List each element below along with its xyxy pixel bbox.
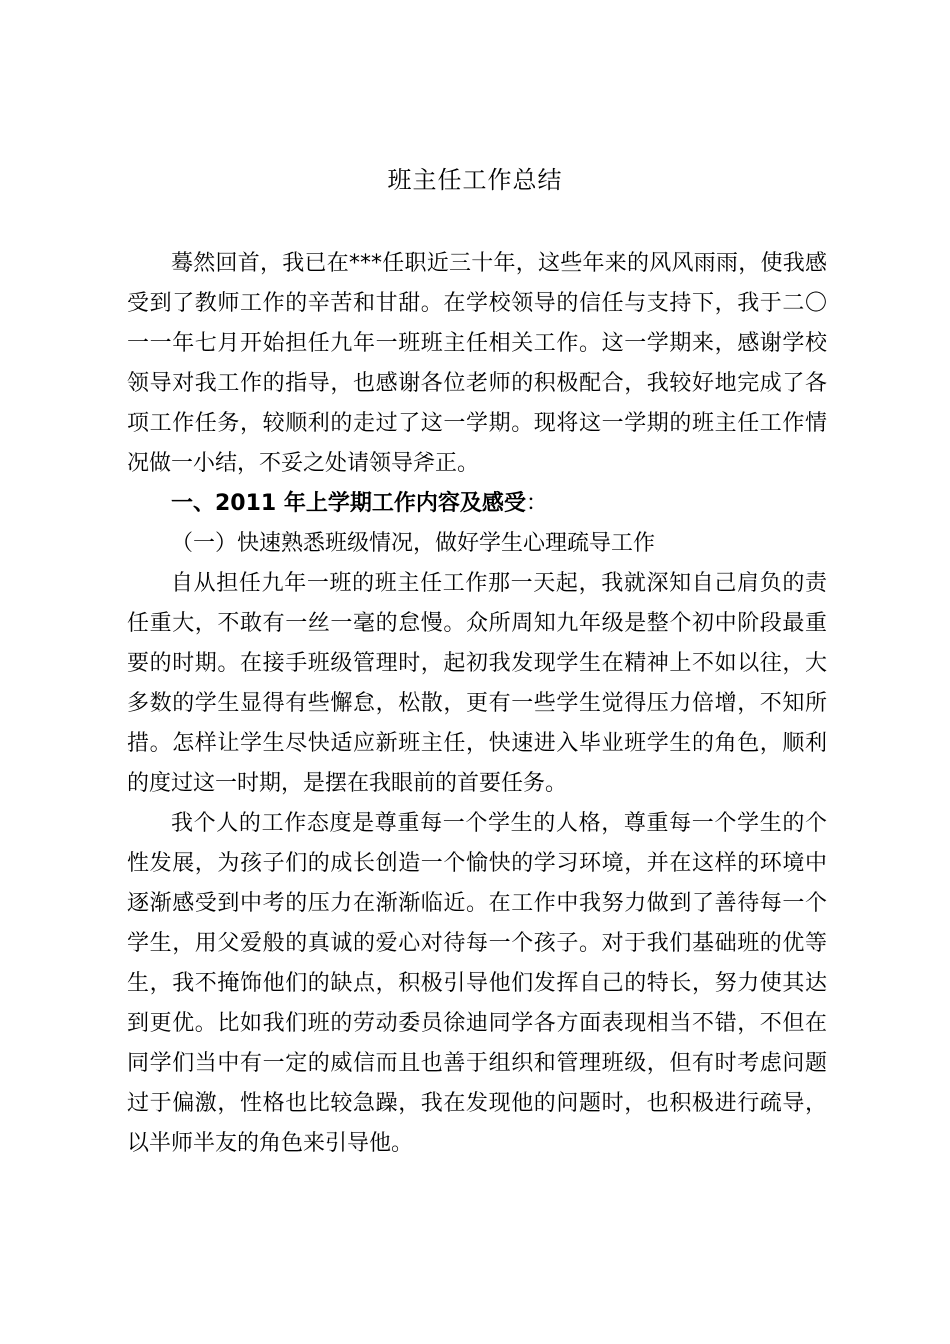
paragraph-attitude: [127, 804, 827, 1164]
text-line: 学生，用父爱般的真诚的爱心对待每一个孩子。对于我们基础班的优等: [127, 931, 827, 956]
text-line: 多数的学生显得有些懈怠，松散，更有一些学生觉得压力倍增，不知所: [127, 691, 827, 716]
text-line: 蓦然回首，我已在***任职近三十年，这些年来的风风雨雨，使我感: [171, 251, 827, 276]
text-line: 到更优。比如我们班的劳动委员徐迪同学各方面表现相当不错，不但在: [127, 1011, 827, 1036]
text-line: 以半师半友的角色来引导他。: [127, 1131, 414, 1156]
text-line: 逐渐感受到中考的压力在渐渐临近。在工作中我努力做到了善待每一个: [127, 891, 827, 916]
text-line: 领导对我工作的指导，也感谢各位老师的积极配合，我较好地完成了各: [127, 371, 827, 396]
text-line: 过于偏激，性格也比较急躁，我在发现他的问题时，也积极进行疏导，: [127, 1091, 827, 1116]
text-line: 我个人的工作态度是尊重每一个学生的人格，尊重每一个学生的个: [171, 811, 827, 836]
text-line: 同学们当中有一定的威信而且也善于组织和管理班级，但有时考虑问题: [127, 1051, 827, 1076]
text-line: 性发展，为孩子们的成长创造一个愉快的学习环境，并在这样的环境中: [127, 851, 827, 876]
document-title: 班主任工作总结: [387, 166, 563, 194]
document-body: [127, 244, 827, 1164]
text-line: 受到了教师工作的辛苦和甘甜。在学校领导的信任与支持下，我于二〇: [127, 291, 827, 316]
subsection-heading: （一）快速熟悉班级情况，做好学生心理疏导工作: [171, 531, 656, 556]
text-line: 生，我不掩饰他们的缺点，积极引导他们发挥自己的特长，努力使其达: [127, 971, 827, 996]
text-line: 自从担任九年一班的班主任工作那一天起，我就深知自己肩负的责: [171, 571, 827, 596]
paragraph-intro: [127, 244, 827, 484]
text-line: 一一年七月开始担任九年一班班主任相关工作。这一学期来，感谢学校: [127, 331, 827, 356]
text-line: 措。怎样让学生尽快适应新班主任，快速进入毕业班学生的角色，顺利: [127, 731, 827, 756]
text-line: 要的时期。在接手班级管理时，起初我发现学生在精神上不如以往，大: [127, 651, 827, 676]
section-heading-colon: ：: [525, 491, 548, 516]
section-heading-text: 一、2011 年上学期工作内容及感受: [171, 491, 526, 516]
text-line: 况做一小结，不妥之处请领导斧正。: [127, 451, 480, 476]
section-heading: [127, 484, 827, 524]
text-line: 任重大，不敢有一丝一毫的怠慢。众所周知九年级是整个初中阶段最重: [127, 611, 827, 636]
text-line: 的度过这一时期，是摆在我眼前的首要任务。: [127, 771, 568, 796]
text-line: 项工作任务，较顺利的走过了这一学期。现将这一学期的班主任工作情: [127, 411, 827, 436]
paragraph-familiarize: [127, 564, 827, 804]
